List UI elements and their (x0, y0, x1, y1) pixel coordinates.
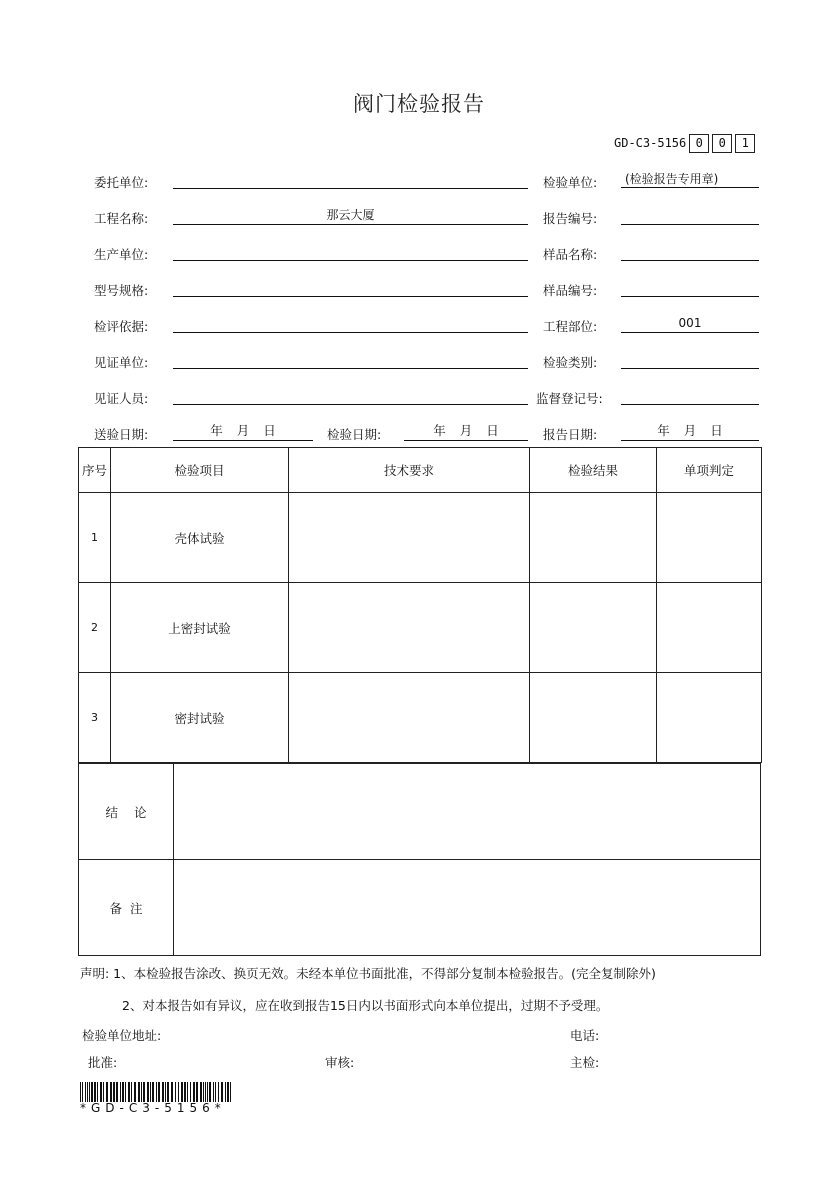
code-digit-box[interactable]: 0 (689, 134, 709, 153)
barcode-bar (207, 1082, 208, 1102)
barcode-bar (181, 1082, 183, 1102)
code-digit-box[interactable]: 1 (735, 134, 755, 153)
form-code-prefix: GD-C3-5156 (614, 136, 687, 150)
row-item: 上密封试验 (111, 583, 289, 673)
barcode-bar (205, 1082, 206, 1102)
barcode-bar (91, 1082, 93, 1102)
report-date-label: 报告日期: (543, 427, 598, 442)
barcode-bar (171, 1082, 173, 1102)
inspect-date-label: 检验日期: (327, 427, 382, 442)
barcode-bar (225, 1082, 226, 1102)
remarks-label: 备 注 (79, 860, 174, 956)
barcode-bar (100, 1082, 102, 1102)
barcode-bar (190, 1082, 191, 1102)
conclusion-label: 结 论 (79, 764, 174, 860)
barcode-bar (134, 1082, 136, 1102)
row-item: 密封试验 (111, 673, 289, 763)
field-label-report-number: 报告编号: (543, 211, 598, 226)
field-inspection-type-input[interactable] (621, 350, 759, 369)
barcode-bar (106, 1082, 108, 1102)
inspect-date-input[interactable]: 年 月 日 (404, 422, 528, 441)
barcode-bar (184, 1082, 186, 1102)
field-label-client: 委托单位: (94, 175, 149, 190)
field-sample-number-input[interactable] (621, 278, 759, 297)
row-judgement[interactable] (657, 673, 762, 763)
conclusion-value[interactable] (174, 764, 761, 860)
barcode-bar (196, 1082, 198, 1102)
barcode-bar (209, 1082, 211, 1102)
field-label-model-spec: 型号规格: (94, 283, 149, 298)
header-result: 检验结果 (530, 448, 657, 493)
field-inspection-unit-input[interactable]: (检验报告专用章) (621, 170, 759, 188)
field-label-manufacturer: 生产单位: (94, 247, 149, 262)
barcode-bar (227, 1082, 229, 1102)
barcode-bar (82, 1082, 83, 1102)
barcode-bar (203, 1082, 204, 1102)
field-label-inspection-type: 检验类别: (543, 355, 598, 370)
barcode-text: *GD-C3-5156* (80, 1101, 226, 1115)
barcode-bar (141, 1082, 142, 1102)
header-no: 序号 (79, 448, 111, 493)
row-result[interactable] (530, 673, 657, 763)
barcode-bar (218, 1082, 219, 1102)
barcode-bar (175, 1082, 176, 1102)
field-witness-person-input[interactable] (173, 386, 528, 405)
barcode-bar (138, 1082, 140, 1102)
statement-line-1: 声明: 1、本检验报告涂改、换页无效。未经本单位书面批准，不得部分复制本检验报告。(完全复制除外) (80, 966, 656, 981)
row-result[interactable] (530, 583, 657, 673)
barcode-bar (120, 1082, 121, 1102)
statement-line-2: 2、对本报告如有异议，应在收到报告15日内以书面形式向本单位提出，过期不予受理。 (122, 998, 609, 1013)
field-label-standard: 检评依据: (94, 319, 149, 334)
barcode-bar (162, 1082, 164, 1102)
conclusion-row (79, 764, 761, 860)
barcode-bar (94, 1082, 96, 1102)
row-no: 2 (79, 583, 111, 673)
field-model-spec-input[interactable] (173, 278, 528, 297)
row-requirement[interactable] (289, 673, 530, 763)
field-label-sample-name: 样品名称: (543, 247, 598, 262)
field-supervision-number-input[interactable] (621, 386, 759, 405)
table-row (79, 673, 762, 763)
inspector-label: 主检: (570, 1055, 600, 1070)
barcode-bar (85, 1082, 86, 1102)
barcode (80, 1082, 235, 1102)
barcode-bar (230, 1082, 231, 1102)
barcode-bar (187, 1082, 188, 1102)
barcode-bar (125, 1082, 126, 1102)
barcode-bar (156, 1082, 157, 1102)
barcode-bar (113, 1082, 115, 1102)
field-label-project-name: 工程名称: (94, 211, 149, 226)
barcode-bar (193, 1082, 195, 1102)
address-label: 检验单位地址: (82, 1028, 162, 1043)
barcode-bar (152, 1082, 154, 1102)
approve-label: 批准: (88, 1055, 118, 1070)
field-label-sample-number: 样品编号: (543, 283, 598, 298)
barcode-bar (165, 1082, 166, 1102)
barcode-bar (178, 1082, 179, 1102)
table-row (79, 493, 762, 583)
barcode-bar (200, 1082, 202, 1102)
field-project-name-input[interactable]: 那云大厦 (173, 206, 528, 225)
barcode-bar (122, 1082, 124, 1102)
field-report-number-input[interactable] (621, 206, 759, 225)
report-date-input[interactable]: 年 月 日 (621, 422, 759, 441)
field-standard-input[interactable] (173, 314, 528, 333)
barcode-bar (110, 1082, 112, 1102)
barcode-bar (87, 1082, 88, 1102)
form-code (614, 133, 755, 153)
row-judgement[interactable] (657, 493, 762, 583)
remarks-row (79, 860, 761, 956)
conclusion-table (78, 763, 761, 956)
field-label-witness-person: 见证人员: (94, 391, 149, 406)
row-no: 1 (79, 493, 111, 583)
barcode-bar (103, 1082, 104, 1102)
barcode-bar (97, 1082, 98, 1102)
barcode-bar (150, 1082, 151, 1102)
field-label-inspection-unit: 检验单位: (543, 175, 598, 190)
barcode-bar (158, 1082, 160, 1102)
barcode-bar (213, 1082, 214, 1102)
barcode-bar (116, 1082, 118, 1102)
row-result[interactable] (530, 493, 657, 583)
field-project-location-input[interactable]: 001 (621, 314, 759, 333)
row-judgement[interactable] (657, 583, 762, 673)
send-date-label: 送验日期: (94, 427, 149, 442)
review-label: 审核: (325, 1055, 355, 1070)
field-label-project-location: 工程部位: (543, 319, 598, 334)
field-sample-name-input[interactable] (621, 242, 759, 261)
barcode-bar (80, 1082, 81, 1102)
barcode-bar (89, 1082, 90, 1102)
field-label-witness-unit: 见证单位: (94, 355, 149, 370)
row-requirement[interactable] (289, 583, 530, 673)
report-title: 阀门检验报告 (353, 92, 485, 116)
barcode-bar (128, 1082, 130, 1102)
row-no: 3 (79, 673, 111, 763)
row-requirement[interactable] (289, 493, 530, 583)
field-manufacturer-input[interactable] (173, 242, 528, 261)
code-digit-box[interactable]: 0 (712, 134, 732, 153)
send-date-input[interactable]: 年 月 日 (173, 422, 313, 441)
barcode-bar (131, 1082, 132, 1102)
barcode-bar (221, 1082, 223, 1102)
field-witness-unit-input[interactable] (173, 350, 528, 369)
inspection-table (78, 447, 762, 763)
header-judgement: 单项判定 (657, 448, 762, 493)
field-client-input[interactable] (173, 170, 528, 189)
phone-label: 电话: (570, 1028, 600, 1043)
remarks-value[interactable] (174, 860, 761, 956)
barcode-bar (215, 1082, 216, 1102)
barcode-bar (167, 1082, 169, 1102)
field-label-supervision-number: 监督登记号: (536, 391, 603, 406)
table-row (79, 583, 762, 673)
row-item: 壳体试验 (111, 493, 289, 583)
barcode-bar (147, 1082, 149, 1102)
table-header-row (79, 448, 762, 493)
header-item: 检验项目 (111, 448, 289, 493)
header-requirement: 技术要求 (289, 448, 530, 493)
barcode-bar (143, 1082, 145, 1102)
